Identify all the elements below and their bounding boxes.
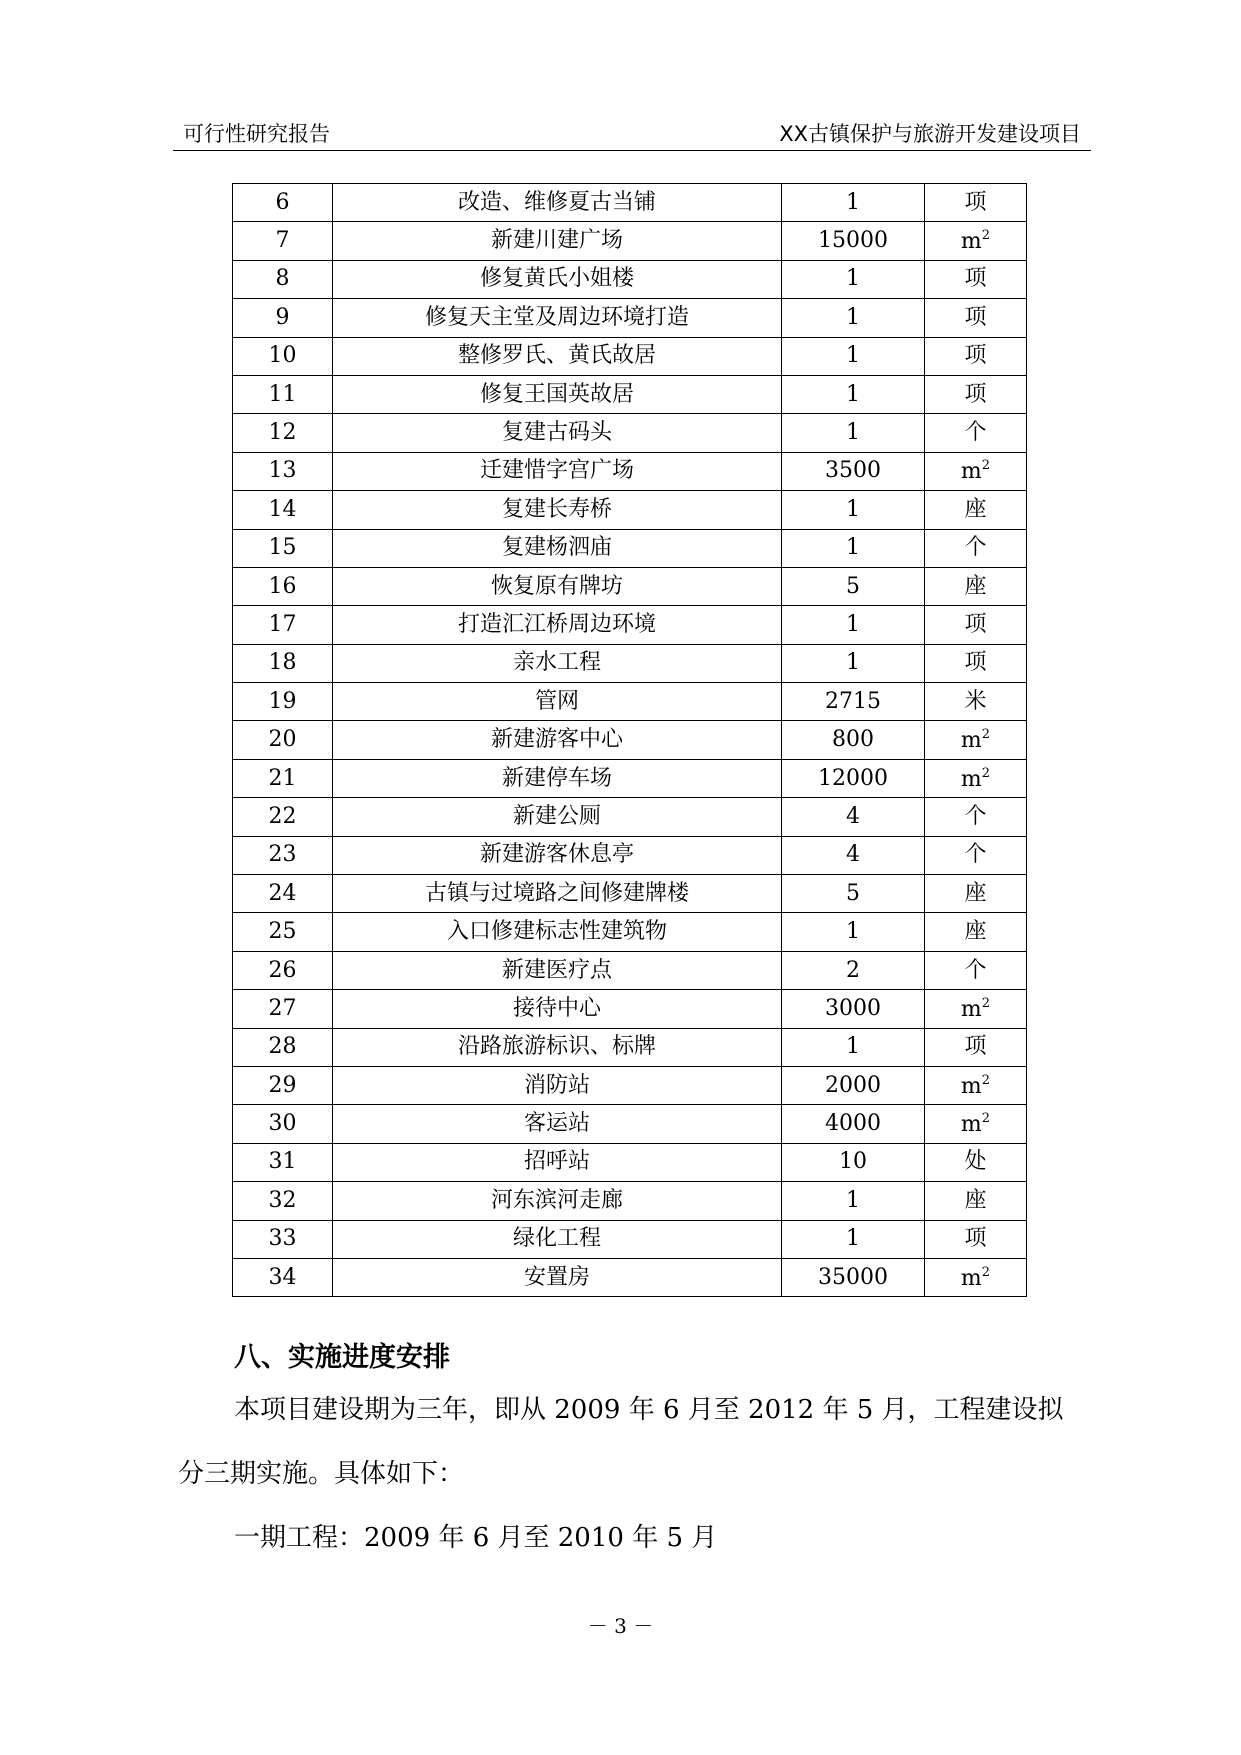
unit-text: m: [960, 1112, 982, 1138]
row-number-cell: 23: [233, 836, 333, 874]
unit-cell: [925, 683, 1027, 721]
unit-text: 座: [964, 880, 987, 906]
paragraph-schedule: 本项目建设期为三年，即从 2009 年 6 月至 2012 年 5 月，工程建设拟: [234, 1395, 1064, 1425]
unit-cell: [925, 1182, 1027, 1220]
unit-cell: [925, 875, 1027, 913]
table-row: [233, 1066, 1027, 1104]
unit-text: 项: [964, 266, 987, 292]
unit-superscript: 2: [981, 1111, 991, 1127]
quantity-cell: 4: [782, 836, 925, 874]
row-number-cell: 29: [233, 1066, 333, 1104]
table-row: [233, 798, 1027, 836]
table-row: [233, 452, 1027, 490]
row-number-cell: 24: [233, 875, 333, 913]
unit-cell: [925, 452, 1027, 490]
unit-cell: [925, 260, 1027, 298]
row-number-cell: 25: [233, 913, 333, 951]
unit-cell: [925, 1066, 1027, 1104]
project-items-table: [232, 183, 1027, 1297]
item-name-cell: 修复王国英故居: [333, 375, 782, 413]
item-name-cell: 迁建惜字宫广场: [333, 452, 782, 490]
item-name-cell: 复建古码头: [333, 414, 782, 452]
row-number-cell: 11: [233, 375, 333, 413]
header-right-title: XX古镇保护与旅游开发建设项目: [779, 122, 1081, 146]
item-name-cell: 接待中心: [333, 990, 782, 1028]
unit-superscript: 2: [981, 995, 991, 1011]
item-name-cell: 新建游客休息亭: [333, 836, 782, 874]
row-number-cell: 34: [233, 1258, 333, 1296]
item-name-cell: 沿路旅游标识、标牌: [333, 1028, 782, 1066]
quantity-cell: 1: [782, 1220, 925, 1258]
quantity-cell: 3500: [782, 452, 925, 490]
row-number-cell: 8: [233, 260, 333, 298]
unit-cell: [925, 836, 1027, 874]
header-left-title: 可行性研究报告: [183, 122, 330, 146]
item-name-cell: 招呼站: [333, 1143, 782, 1181]
row-number-cell: 6: [233, 184, 333, 222]
unit-text: 项: [964, 343, 987, 369]
row-number-cell: 10: [233, 337, 333, 375]
item-name-cell: 河东滨河走廊: [333, 1182, 782, 1220]
table-row: [233, 299, 1027, 337]
item-name-cell: 古镇与过境路之间修建牌楼: [333, 875, 782, 913]
unit-text: 项: [964, 189, 987, 215]
quantity-cell: 1: [782, 184, 925, 222]
row-number-cell: 16: [233, 567, 333, 605]
row-number-cell: 13: [233, 452, 333, 490]
unit-text: 项: [964, 1226, 987, 1252]
quantity-cell: 4: [782, 798, 925, 836]
table-row: [233, 913, 1027, 951]
row-number-cell: 30: [233, 1105, 333, 1143]
item-name-cell: 新建游客中心: [333, 721, 782, 759]
quantity-cell: 10: [782, 1143, 925, 1181]
paragraph-schedule-cont: 分三期实施。具体如下：: [178, 1459, 465, 1489]
unit-text: m: [960, 728, 982, 754]
quantity-cell: 1: [782, 606, 925, 644]
table-row: [233, 1258, 1027, 1296]
table-row: [233, 529, 1027, 567]
table-row: [233, 222, 1027, 260]
table-row: [233, 990, 1027, 1028]
row-number-cell: 18: [233, 644, 333, 682]
quantity-cell: 1: [782, 375, 925, 413]
quantity-cell: 1: [782, 1028, 925, 1066]
unit-cell: [925, 567, 1027, 605]
page-header: [173, 114, 1091, 151]
unit-cell: [925, 1258, 1027, 1296]
quantity-cell: 2000: [782, 1066, 925, 1104]
quantity-cell: 1: [782, 299, 925, 337]
item-name-cell: 安置房: [333, 1258, 782, 1296]
quantity-cell: 1: [782, 414, 925, 452]
item-name-cell: 入口修建标志性建筑物: [333, 913, 782, 951]
unit-text: 项: [964, 1034, 987, 1060]
item-name-cell: 修复黄氏小姐楼: [333, 260, 782, 298]
table-row: [233, 260, 1027, 298]
table-row: [233, 1028, 1027, 1066]
unit-cell: [925, 1028, 1027, 1066]
table-row: [233, 606, 1027, 644]
row-number-cell: 12: [233, 414, 333, 452]
item-name-cell: 复建杨泗庙: [333, 529, 782, 567]
item-name-cell: 整修罗氏、黄氏故居: [333, 337, 782, 375]
table-row: [233, 759, 1027, 797]
quantity-cell: 1: [782, 529, 925, 567]
unit-cell: [925, 644, 1027, 682]
table-row: [233, 184, 1027, 222]
table-row: [233, 337, 1027, 375]
item-name-cell: 消防站: [333, 1066, 782, 1104]
row-number-cell: 31: [233, 1143, 333, 1181]
table-row: [233, 721, 1027, 759]
unit-superscript: 2: [981, 765, 991, 781]
unit-text: 米: [964, 688, 987, 714]
unit-cell: [925, 759, 1027, 797]
quantity-cell: 1: [782, 1182, 925, 1220]
quantity-cell: 2: [782, 951, 925, 989]
quantity-cell: 4000: [782, 1105, 925, 1143]
table-row: [233, 1143, 1027, 1181]
quantity-cell: 15000: [782, 222, 925, 260]
item-name-cell: 绿化工程: [333, 1220, 782, 1258]
item-name-cell: 新建川建广场: [333, 222, 782, 260]
unit-text: m: [960, 996, 982, 1022]
item-name-cell: 改造、维修夏古当铺: [333, 184, 782, 222]
item-name-cell: 客运站: [333, 1105, 782, 1143]
quantity-cell: 2715: [782, 683, 925, 721]
unit-text: 个: [964, 535, 987, 561]
page-number: － 3 －: [587, 1614, 654, 1638]
unit-text: 座: [964, 496, 987, 522]
unit-cell: [925, 337, 1027, 375]
row-number-cell: 26: [233, 951, 333, 989]
table-row: [233, 644, 1027, 682]
unit-text: 座: [964, 573, 987, 599]
unit-cell: [925, 491, 1027, 529]
unit-cell: [925, 990, 1027, 1028]
item-name-cell: 修复天主堂及周边环境打造: [333, 299, 782, 337]
row-number-cell: 20: [233, 721, 333, 759]
item-name-cell: 恢复原有牌坊: [333, 567, 782, 605]
table-row: [233, 567, 1027, 605]
unit-cell: [925, 913, 1027, 951]
table-row: [233, 414, 1027, 452]
item-name-cell: 复建长寿桥: [333, 491, 782, 529]
row-number-cell: 32: [233, 1182, 333, 1220]
table-row: [233, 875, 1027, 913]
quantity-cell: 1: [782, 491, 925, 529]
table-body: [233, 184, 1027, 1297]
unit-superscript: 2: [981, 458, 991, 474]
row-number-cell: 17: [233, 606, 333, 644]
unit-text: 个: [964, 842, 987, 868]
table-row: [233, 1105, 1027, 1143]
unit-superscript: 2: [981, 727, 991, 743]
unit-text: m: [960, 229, 982, 255]
paragraph-phase-one: 一期工程：2009 年 6 月至 2010 年 5 月: [234, 1523, 718, 1553]
unit-cell: [925, 222, 1027, 260]
unit-superscript: 2: [981, 1264, 991, 1280]
unit-cell: [925, 184, 1027, 222]
unit-cell: [925, 299, 1027, 337]
quantity-cell: 800: [782, 721, 925, 759]
unit-cell: [925, 798, 1027, 836]
unit-cell: [925, 529, 1027, 567]
unit-cell: [925, 721, 1027, 759]
unit-cell: [925, 1220, 1027, 1258]
row-number-cell: 15: [233, 529, 333, 567]
quantity-cell: 1: [782, 644, 925, 682]
table-row: [233, 375, 1027, 413]
table-row: [233, 836, 1027, 874]
unit-text: 项: [964, 650, 987, 676]
quantity-cell: 5: [782, 875, 925, 913]
row-number-cell: 21: [233, 759, 333, 797]
quantity-cell: 1: [782, 913, 925, 951]
unit-text: m: [960, 766, 982, 792]
unit-superscript: 2: [981, 228, 991, 244]
section-heading: 八、实施进度安排: [234, 1342, 450, 1373]
table-row: [233, 1182, 1027, 1220]
unit-text: m: [960, 1265, 982, 1291]
quantity-cell: 3000: [782, 990, 925, 1028]
unit-text: 个: [964, 420, 987, 446]
table-row: [233, 491, 1027, 529]
row-number-cell: 14: [233, 491, 333, 529]
item-name-cell: 新建停车场: [333, 759, 782, 797]
item-name-cell: 打造汇江桥周边环境: [333, 606, 782, 644]
unit-text: 个: [964, 957, 987, 983]
row-number-cell: 27: [233, 990, 333, 1028]
row-number-cell: 22: [233, 798, 333, 836]
table-row: [233, 683, 1027, 721]
row-number-cell: 28: [233, 1028, 333, 1066]
item-name-cell: 新建公厕: [333, 798, 782, 836]
quantity-cell: 5: [782, 567, 925, 605]
table-row: [233, 951, 1027, 989]
unit-cell: [925, 1105, 1027, 1143]
unit-cell: [925, 606, 1027, 644]
unit-text: 座: [964, 919, 987, 945]
quantity-cell: 1: [782, 260, 925, 298]
item-name-cell: 管网: [333, 683, 782, 721]
unit-text: m: [960, 1073, 982, 1099]
quantity-cell: 35000: [782, 1258, 925, 1296]
unit-cell: [925, 375, 1027, 413]
unit-text: 个: [964, 803, 987, 829]
table-row: [233, 1220, 1027, 1258]
unit-text: 项: [964, 304, 987, 330]
unit-text: 项: [964, 381, 987, 407]
unit-text: 处: [964, 1149, 987, 1175]
unit-text: 项: [964, 611, 987, 637]
unit-text: 座: [964, 1187, 987, 1213]
row-number-cell: 7: [233, 222, 333, 260]
unit-cell: [925, 414, 1027, 452]
row-number-cell: 9: [233, 299, 333, 337]
quantity-cell: 12000: [782, 759, 925, 797]
row-number-cell: 19: [233, 683, 333, 721]
item-name-cell: 新建医疗点: [333, 951, 782, 989]
unit-cell: [925, 951, 1027, 989]
unit-superscript: 2: [981, 1072, 991, 1088]
quantity-cell: 1: [782, 337, 925, 375]
item-name-cell: 亲水工程: [333, 644, 782, 682]
unit-text: m: [960, 459, 982, 485]
row-number-cell: 33: [233, 1220, 333, 1258]
unit-cell: [925, 1143, 1027, 1181]
